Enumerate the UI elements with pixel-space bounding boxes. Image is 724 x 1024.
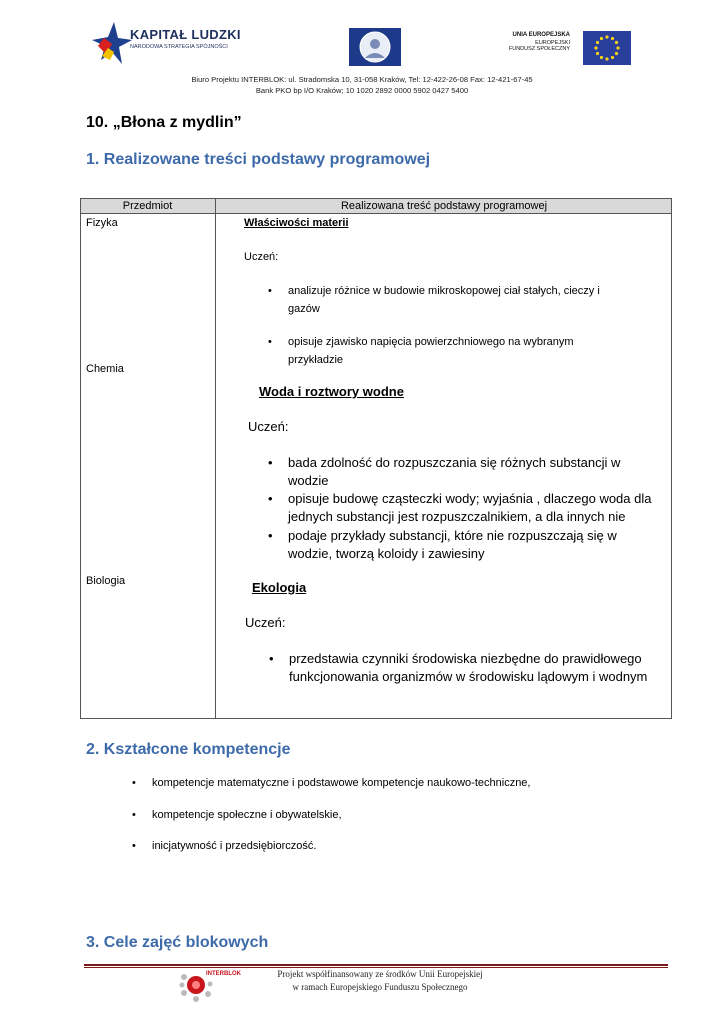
kapital-ludzki-subtitle: NARODOWA STRATEGIA SPÓJNOŚCI — [130, 44, 228, 50]
interblok-logo-icon — [176, 967, 246, 1003]
table-header-subject: Przedmiot — [122, 200, 173, 212]
footer-rule — [84, 964, 668, 966]
footer-line-1: Projekt współfinansowany ze środków Unii Europejskiej — [277, 969, 483, 979]
svg-text:INTERBLOK: INTERBLOK — [206, 971, 241, 977]
bullet-icon: • — [268, 336, 272, 348]
list-item: • analizuje różnice w budowie mikroskopowej ciał stałych, cieczy i gazów — [268, 282, 668, 318]
student-label: Uczeń: — [248, 419, 289, 434]
address-line-2: Bank PKO bp I/O Kraków; 10 1020 2892 0000 5902 0427 5400 — [255, 86, 469, 95]
topic-ecology: Ekologia — [252, 580, 307, 595]
bullet-icon: • — [132, 840, 136, 852]
list-item: • podaje przykłady substancji, które nie rozpuszczają się w wodzie, tworzą koloidy i zawiesiny — [268, 528, 617, 561]
bullet-icon: • — [268, 491, 273, 506]
bullet-icon: • — [132, 809, 136, 821]
eu-fund-label: UNIA EUROPEJSKA EUROPEJSKI FUNDUSZ SPOŁECZNY — [508, 32, 570, 53]
student-label: Uczeń: — [244, 251, 279, 263]
bullet-icon: • — [268, 455, 273, 470]
section-1-heading: 1. Realizowane treści podstawy programowej — [86, 151, 431, 168]
university-seal-icon — [349, 28, 401, 66]
eu-flag-icon — [583, 31, 631, 65]
list-item: • kompetencje społeczne i obywatelskie, — [132, 809, 342, 821]
student-label: Uczeń: — [245, 615, 286, 630]
table-header-content: Realizowana treść podstawy programowej — [340, 200, 548, 212]
bullet-icon: • — [268, 285, 272, 297]
address-line-1: Biuro Projektu INTERBLOK: ul. Stradomska 10, 31-058 Kraków, Tel: 12-422-26-08 Fax: 12-421-67-45 — [191, 75, 533, 84]
document-title: 10. „Błona z mydlin” — [86, 114, 242, 131]
list-item: • opisuje zjawisko napięcia powierzchniowego na wybranym przykładzie — [268, 333, 668, 369]
list-item: • opisuje budowę cząsteczki wody; wyjaśnia , dlaczego woda dla jednych substancji jest rozpuszczalnikiem, a dla innych nie — [268, 491, 652, 524]
footer-rule-thin — [84, 967, 668, 968]
bullet-icon: • — [132, 777, 136, 789]
footer-line-2: w ramach Europejskiego Funduszu Społecznego — [292, 982, 468, 992]
list-item: • kompetencje matematyczne i podstawowe kompetencje naukowo-techniczne, — [132, 777, 531, 789]
interblok-logo — [176, 967, 246, 1003]
star-logo-icon — [92, 20, 132, 66]
list-item: • inicjatywność i przedsiębiorczość. — [132, 840, 317, 852]
table-column-divider — [215, 198, 216, 719]
list-item: • przedstawia czynniki środowiska niezbędne do prawidłowego funkcjonowania organizmów w środowisku lądowym i wodnym — [269, 651, 648, 684]
topic-matter-properties: Właściwości materii — [244, 217, 349, 229]
list-item: • bada zdolność do rozpuszczania się różnych substancji w wodzie — [268, 455, 621, 488]
section-3-heading: 3. Cele zajęć blokowych — [86, 934, 269, 951]
subject-physics: Fizyka — [86, 217, 118, 229]
kapital-ludzki-title: KAPITAŁ LUDZKI — [130, 27, 241, 42]
bullet-icon: • — [269, 651, 274, 666]
bullet-icon: • — [268, 528, 273, 543]
subject-biology: Biologia — [86, 575, 126, 587]
topic-water-solutions: Woda i roztwory wodne — [259, 384, 404, 399]
section-2-heading: 2. Kształcone kompetencje — [86, 741, 291, 758]
subject-chemistry: Chemia — [86, 363, 124, 375]
